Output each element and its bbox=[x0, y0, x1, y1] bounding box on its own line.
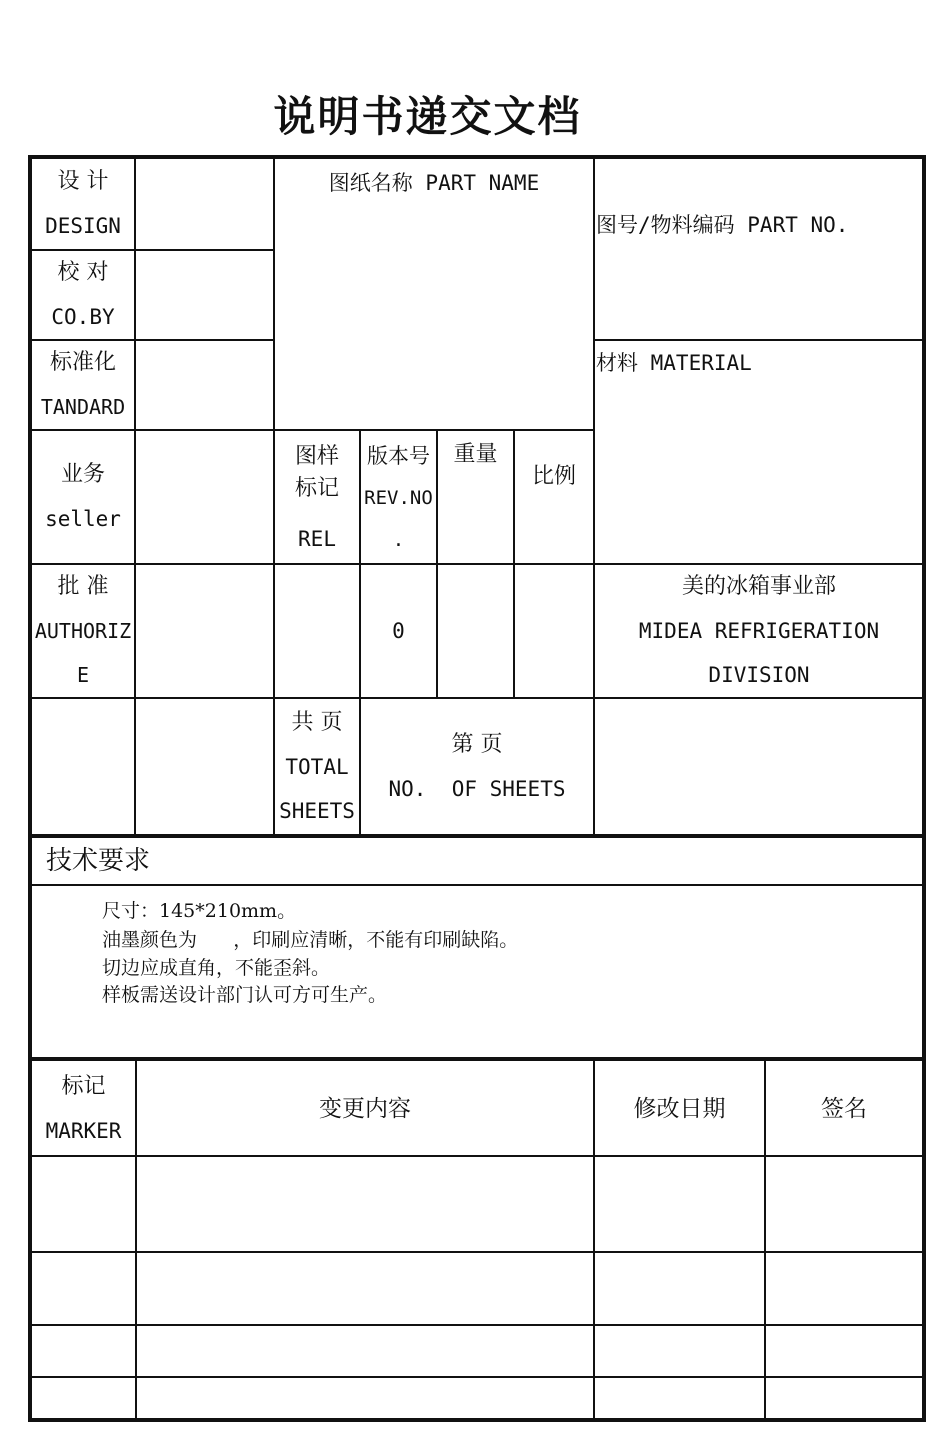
divider bbox=[32, 1376, 923, 1378]
sheet-no-en: NO. OF SHEETS bbox=[388, 776, 566, 801]
tech-line: 尺寸：145*210mm。 bbox=[102, 900, 297, 922]
standard-label-en: TANDARD bbox=[40, 395, 126, 419]
material-label bbox=[596, 341, 922, 385]
border-bottom bbox=[28, 1418, 926, 1422]
marker-header-cn: 标记 bbox=[61, 1074, 106, 1099]
divider bbox=[32, 834, 923, 838]
total-sheets-cn: 共 页 bbox=[291, 709, 343, 735]
company-name-en-2: DIVISION bbox=[708, 663, 810, 687]
divider bbox=[32, 1057, 923, 1061]
tech-line: 样板需送设计部门认可方可生产。 bbox=[102, 984, 388, 1006]
rev-label-cn: 版本号 bbox=[367, 444, 430, 468]
tech-heading: 技术要求 bbox=[46, 846, 151, 876]
change-date-text: 修改日期 bbox=[633, 1096, 726, 1122]
approve-label-en-2: E bbox=[76, 663, 90, 687]
border-right bbox=[922, 155, 926, 1422]
signature-header bbox=[766, 1063, 922, 1155]
rel-label-en: REL bbox=[298, 527, 336, 551]
rev-label bbox=[361, 433, 436, 563]
weight-text: 重量 bbox=[453, 442, 498, 467]
border-top bbox=[28, 155, 926, 159]
design-label-cn: 设 计 bbox=[57, 169, 109, 194]
divider bbox=[593, 159, 595, 834]
rev-value bbox=[361, 565, 436, 697]
part-no-label bbox=[596, 203, 922, 247]
check-label-cn: 校 对 bbox=[57, 260, 109, 285]
scale-text: 比例 bbox=[531, 464, 576, 489]
seller-label-en: seller bbox=[45, 507, 121, 531]
part-name-label bbox=[275, 161, 593, 201]
rev-value-text: 0 bbox=[392, 619, 405, 643]
marker-header-en: MARKER bbox=[45, 1119, 122, 1143]
document-title: 说明书递交文档 bbox=[273, 92, 582, 141]
tech-line: 切边应成直角，不能歪斜。 bbox=[102, 957, 331, 979]
design-label bbox=[32, 159, 134, 249]
company-name-en-1: MIDEA REFRIGERATION bbox=[638, 619, 880, 643]
tech-line: 油墨颜色为 ，印刷应清晰，不能有印刷缺陷。 bbox=[102, 929, 519, 951]
approve-label bbox=[32, 565, 134, 697]
standard-label-cn: 标准化 bbox=[49, 350, 116, 375]
rev-label-en-1: REV.NO bbox=[364, 487, 433, 509]
rel-label-cn-1: 图样 bbox=[294, 444, 339, 469]
divider bbox=[32, 884, 923, 886]
check-label bbox=[32, 251, 134, 339]
approve-label-cn: 批 准 bbox=[57, 574, 109, 599]
company-block bbox=[595, 565, 923, 697]
divider bbox=[134, 159, 136, 834]
part-name-text: 图纸名称 PART NAME bbox=[328, 171, 540, 195]
scale-label bbox=[515, 455, 593, 499]
divider bbox=[32, 1251, 923, 1253]
change-content-header bbox=[137, 1063, 593, 1155]
divider bbox=[32, 1155, 923, 1157]
standard-label bbox=[32, 341, 134, 429]
rel-label-cn-2: 标记 bbox=[294, 476, 339, 501]
sheet-no-cn: 第 页 bbox=[451, 731, 503, 757]
seller-label bbox=[32, 431, 134, 563]
change-content-text: 变更内容 bbox=[319, 1096, 411, 1122]
part-no-text: 图号/物料编码 PART NO. bbox=[596, 213, 849, 237]
change-date-header bbox=[595, 1063, 764, 1155]
signature-text: 签名 bbox=[821, 1096, 867, 1122]
company-name-cn: 美的冰箱事业部 bbox=[681, 574, 836, 599]
weight-label bbox=[438, 433, 513, 477]
seller-label-cn: 业务 bbox=[60, 462, 105, 487]
divider bbox=[32, 1324, 923, 1326]
material-text: 材料 MATERIAL bbox=[596, 351, 752, 375]
rev-label-en-2: . bbox=[392, 529, 405, 551]
total-sheets-en-1: TOTAL bbox=[285, 754, 349, 779]
design-label-en: DESIGN bbox=[45, 214, 121, 238]
sheet-no-label bbox=[361, 699, 593, 834]
rel-label bbox=[275, 433, 359, 563]
approve-label-en-1: AUTHORIZ bbox=[34, 619, 132, 643]
total-sheets-label bbox=[275, 699, 359, 834]
total-sheets-en-2: SHEETS bbox=[279, 798, 355, 823]
marker-header bbox=[32, 1063, 135, 1155]
check-label-en: CO.BY bbox=[51, 305, 115, 329]
